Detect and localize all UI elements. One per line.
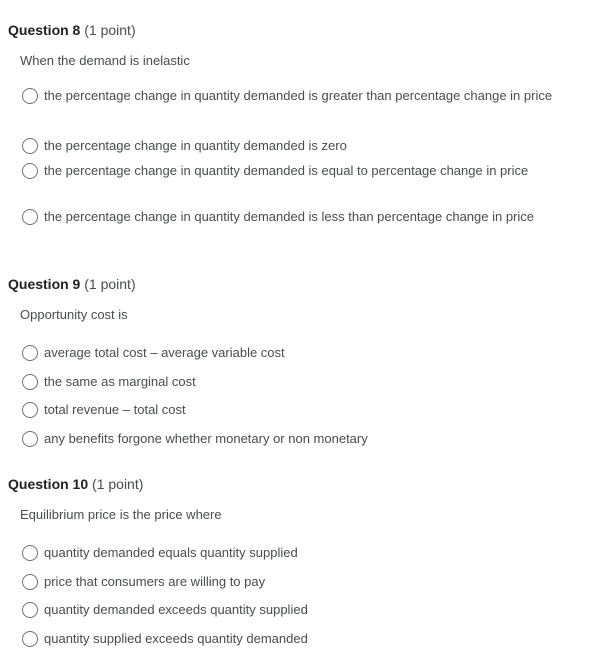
answer-option-label[interactable]: average total cost – average variable cost: [44, 345, 285, 360]
question-points: (1 point): [84, 22, 136, 38]
answer-option-label[interactable]: any benefits forgone whether monetary or non monetary: [44, 431, 368, 446]
answer-option-label[interactable]: quantity demanded exceeds quantity supplied: [44, 602, 308, 617]
answer-option[interactable]: [22, 428, 562, 449]
radio-button[interactable]: [22, 88, 38, 104]
question-points: (1 point): [84, 276, 136, 292]
radio-button[interactable]: [22, 163, 38, 179]
answer-option[interactable]: [22, 206, 562, 227]
question-number: Question 10: [8, 476, 89, 492]
radio-button[interactable]: [22, 345, 38, 361]
question-number: Question 8: [8, 22, 81, 38]
radio-button[interactable]: [22, 602, 38, 618]
radio-button[interactable]: [22, 545, 38, 561]
answer-option[interactable]: [22, 571, 562, 592]
question-prompt: When the demand is inelastic: [20, 53, 190, 68]
question-prompt: Equilibrium price is the price where: [20, 507, 222, 522]
question-points: (1 point): [92, 476, 144, 492]
answer-option[interactable]: [22, 135, 562, 156]
radio-button[interactable]: [22, 574, 38, 590]
radio-button[interactable]: [22, 374, 38, 390]
answer-option[interactable]: [22, 371, 562, 392]
question-number: Question 9: [8, 276, 81, 292]
answer-option-label[interactable]: the percentage change in quantity demanded is equal to percentage change in price: [44, 163, 529, 178]
answer-option[interactable]: [22, 599, 562, 620]
answer-option[interactable]: [22, 628, 562, 649]
answer-option-label[interactable]: quantity demanded equals quantity supplied: [44, 545, 298, 560]
answer-option[interactable]: [22, 542, 562, 563]
radio-button[interactable]: [22, 402, 38, 418]
radio-button[interactable]: [22, 209, 38, 225]
radio-button[interactable]: [22, 138, 38, 154]
answer-option-label[interactable]: quantity supplied exceeds quantity demanded: [44, 631, 308, 646]
answer-option[interactable]: [22, 342, 562, 363]
answer-option-label[interactable]: the percentage change in quantity demanded is less than percentage change in price: [44, 209, 535, 224]
question-header: [8, 276, 136, 292]
answer-option-label[interactable]: price that consumers are willing to pay: [44, 574, 266, 589]
radio-button[interactable]: [22, 431, 38, 447]
answer-option-label[interactable]: the percentage change in quantity demanded is zero: [44, 138, 347, 153]
answer-option[interactable]: [22, 85, 562, 106]
answer-option[interactable]: [22, 399, 562, 420]
answer-option-label[interactable]: total revenue – total cost: [44, 402, 186, 417]
question-header: [8, 22, 136, 38]
question-header: [8, 476, 143, 492]
radio-button[interactable]: [22, 631, 38, 647]
answer-option-label[interactable]: the same as marginal cost: [44, 374, 196, 389]
question-prompt: Opportunity cost is: [20, 307, 128, 322]
answer-option-label[interactable]: the percentage change in quantity demanded is greater than percentage change in price: [44, 88, 553, 103]
answer-option[interactable]: [22, 160, 562, 181]
